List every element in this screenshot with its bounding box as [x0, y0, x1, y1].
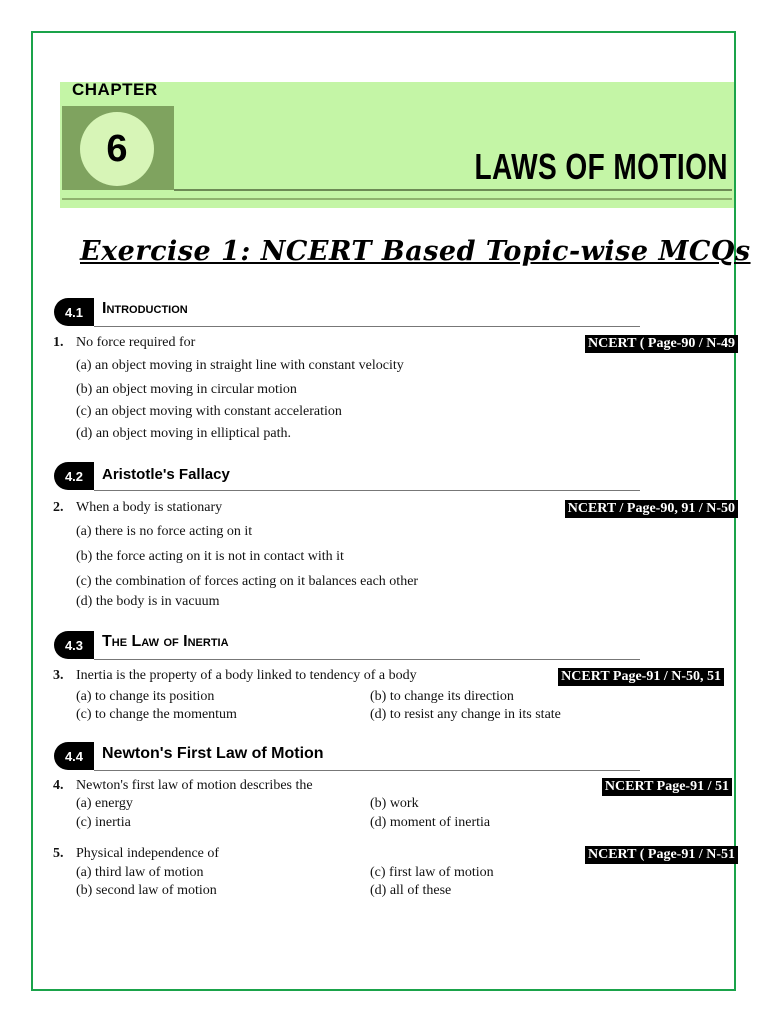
option: (a) energy: [76, 796, 133, 811]
option: (c) inertia: [76, 815, 131, 830]
question-number: 4.: [53, 778, 64, 793]
chapter-label: CHAPTER: [72, 80, 158, 99]
section-title: The Law of Inertia: [102, 633, 229, 650]
question-number: 1.: [53, 335, 64, 350]
option: (d) all of these: [370, 883, 452, 898]
ncert-reference: NCERT Page-91 / N-50, 51: [558, 668, 724, 686]
option: (a) there is no force acting on it: [76, 524, 253, 539]
option: (a) to change its position: [76, 689, 215, 704]
option: (b) work: [370, 796, 419, 811]
banner-divider: [174, 189, 732, 191]
section-badge: 4.4: [54, 742, 94, 770]
option: (d) to resist any change in its state: [370, 707, 561, 722]
section-title: Aristotle's Fallacy: [102, 466, 230, 483]
chapter-number: 6: [80, 112, 154, 186]
question-number: 5.: [53, 846, 64, 861]
section-title: Newton's First Law of Motion: [102, 745, 324, 762]
option: (d) an object moving in elliptical path.: [76, 426, 291, 441]
question-text: When a body is stationary: [76, 500, 223, 515]
option: (b) to change its direction: [370, 689, 514, 704]
section-badge: 4.3: [54, 631, 94, 659]
option: (d) moment of inertia: [370, 815, 491, 830]
banner-divider: [62, 198, 732, 200]
ncert-reference: NCERT / Page-90, 91 / N-50: [565, 500, 738, 518]
question-number: 3.: [53, 668, 64, 683]
ncert-reference: NCERT Page-91 / 51: [602, 778, 732, 796]
option: (b) an object moving in circular motion: [76, 382, 297, 397]
question-text: Physical independence of: [76, 846, 220, 861]
exercise-title: Exercise 1: NCERT Based Topic-wise MCQs: [80, 236, 751, 267]
question-text: Inertia is the property of a body linked to tendency of a body: [76, 668, 417, 683]
section-rule: [94, 490, 640, 491]
option: (b) second law of motion: [76, 883, 217, 898]
option: (b) the force acting on it is not in contact with it: [76, 549, 344, 564]
ncert-reference: NCERT ( Page-90 / N-49: [585, 335, 738, 353]
section-badge: 4.1: [54, 298, 94, 326]
section-badge: 4.2: [54, 462, 94, 490]
section-rule: [94, 659, 640, 660]
section-title: Introduction: [102, 300, 188, 317]
section-rule: [94, 326, 640, 327]
chapter-title: LAWS OF MOTION: [474, 146, 728, 187]
ncert-reference: NCERT ( Page-91 / N-51: [585, 846, 738, 864]
option: (c) to change the momentum: [76, 707, 237, 722]
option: (d) the body is in vacuum: [76, 594, 220, 609]
option: (a) third law of motion: [76, 865, 204, 880]
question-number: 2.: [53, 500, 64, 515]
option: (c) the combination of forces acting on it balances each other: [76, 574, 419, 589]
option: (c) first law of motion: [370, 865, 494, 880]
option: (c) an object moving with constant acceleration: [76, 404, 342, 419]
section-rule: [94, 770, 640, 771]
question-text: Newton's first law of motion describes the: [76, 778, 313, 793]
option: (a) an object moving in straight line with constant velocity: [76, 358, 404, 373]
question-text: No force required for: [76, 335, 196, 350]
